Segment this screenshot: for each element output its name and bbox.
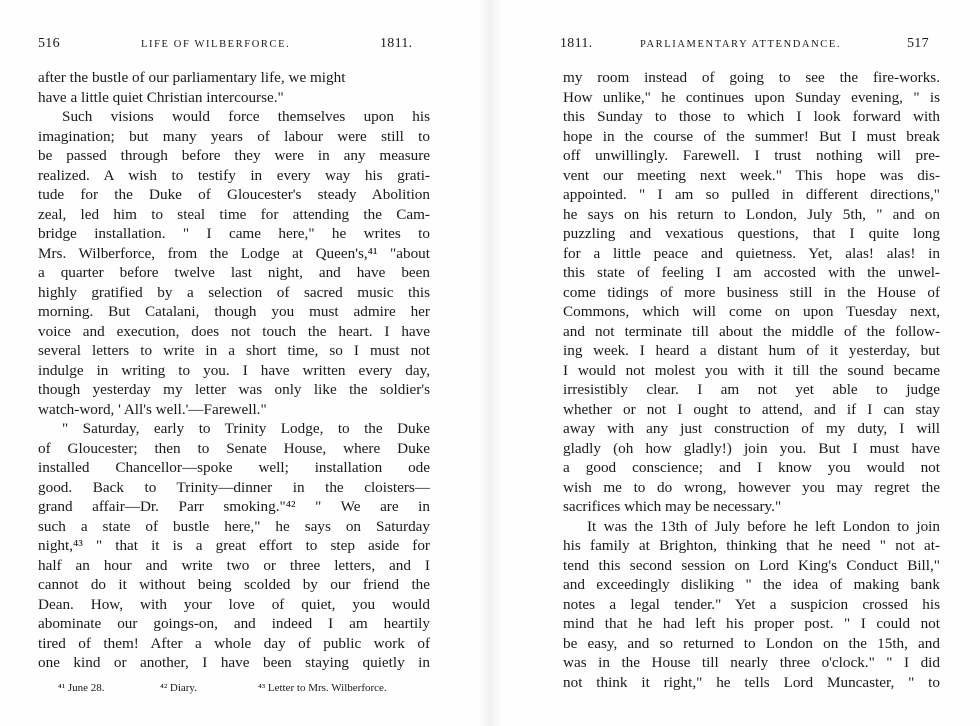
- footnote: ⁴³ Letter to Mrs. Wilberforce.: [258, 682, 387, 694]
- text-line: " Saturday, early to Trinity Lodge, to the Duke: [62, 420, 430, 437]
- text-line: not think it right," he tells Lord Muncaster, " to: [563, 673, 940, 691]
- text-line: gladly (oh how gladly!) join you. But I must have: [563, 439, 940, 457]
- text-line: morning. But Catalani, though you must admire her: [38, 303, 430, 320]
- text-line: tend this second session on Lord King's Conduct Bill,": [563, 556, 940, 574]
- right-year: 1811.: [560, 36, 593, 51]
- text-line: bridge installation. " I came here," he writes to: [38, 225, 430, 242]
- left-running-head: LIFE OF WILBERFORCE.: [141, 39, 291, 50]
- text-line: one kind or another, I have been staying quietly in: [38, 654, 430, 671]
- text-line: Dean. How, with your love of quiet, you would: [38, 595, 430, 613]
- text-line: ing week. I heard a distant hum of it yesterday, but: [563, 342, 940, 359]
- text-line: half an hour and write two or three letters, and I: [38, 556, 430, 574]
- text-line: tired of them! After a whole day of public work of: [38, 634, 430, 652]
- text-line: notes a legal tender." Yet a suspicion crossed his: [563, 595, 940, 613]
- left-page-number: 516: [38, 36, 60, 51]
- text-line: realized. A wish to testify in every way his grati-: [38, 166, 430, 184]
- text-line: How unlike," he continues upon Sunday evening, " is: [563, 88, 940, 106]
- text-line: of Gloucester; then to Senate House, where Duke: [38, 439, 430, 457]
- text-line: and not terminate till about the middle of the follow-: [563, 322, 940, 340]
- text-line: night,⁴³ " that it is a great effort to step aside for: [38, 537, 430, 554]
- text-line: sacrifices which may be necessary.": [563, 498, 782, 515]
- text-line: a good conscience; and I know you would not: [563, 459, 940, 476]
- text-line: whether or not I ought to attend, and if I can stay: [563, 400, 940, 418]
- right-page-header: [560, 36, 932, 56]
- right-body-text: [563, 68, 940, 692]
- text-line: good. Back to Trinity—dinner in the cloisters—: [38, 478, 430, 496]
- text-line: this state of feeling I am accosted with the unwel-: [563, 264, 940, 281]
- text-line: this Sunday to those to which I look forward with: [563, 108, 940, 125]
- left-page-header: [38, 36, 428, 56]
- right-running-head: PARLIAMENTARY ATTENDANCE.: [640, 39, 842, 50]
- text-line: installed Chancellor—spoke well; installation ode: [38, 459, 430, 476]
- text-line: he says on his return to London, July 5th, " and on: [563, 205, 940, 223]
- text-line: off unwillingly. Farewell. I trust nothing will pre-: [563, 147, 940, 164]
- text-line: grand affair—Dr. Parr smoking."⁴² " We are in: [38, 498, 430, 515]
- text-line: his family at Brighton, thinking that he need " not at-: [563, 537, 940, 554]
- text-line: come tidings of more business still in the House of: [563, 283, 940, 301]
- text-line: highly gratified by a selection of sacred music this: [38, 283, 430, 301]
- footnote: ⁴¹ June 28.: [58, 682, 105, 694]
- text-line: mind that he had left his proper post. " I could not: [563, 615, 940, 632]
- text-line: was in the House till nearly three o'clock." " I did: [563, 654, 940, 671]
- text-line: I would not molest you with it till the sound became: [563, 361, 940, 379]
- text-line: and exceedingly disliking " the idea of making bank: [563, 576, 940, 593]
- text-line: imagination; but many years of labour were still to: [38, 127, 430, 145]
- text-line: be easy, and so returned to London on the 15th, and: [563, 634, 940, 652]
- text-line: appointed. " I am so pulled in different directions,": [563, 186, 940, 203]
- text-line: vent our meeting next week." This hope was dis-: [563, 166, 940, 184]
- text-line: puzzling and vexatious questions, that I quite long: [563, 225, 940, 242]
- text-line: zeal, led him to steal time for attending the Cam-: [38, 205, 430, 223]
- text-line: irresistibly clear. I am not yet able to judge: [563, 381, 940, 398]
- text-line: abominate our goings-on, and indeed I am heartily: [38, 615, 430, 632]
- text-line: voice and execution, does not touch the heart. I have: [38, 322, 430, 340]
- text-line: my room instead of going to see the fire-works.: [563, 69, 940, 86]
- text-line: have a little quiet Christian intercourse.": [38, 88, 284, 106]
- footnote: ⁴² Diary.: [160, 682, 197, 694]
- text-line: tude for the Duke of Gloucester's steady Abolition: [38, 186, 430, 203]
- left-footnotes: [58, 682, 438, 698]
- text-line: for a little peace and quietness. Yet, alas! alas! in: [563, 244, 940, 262]
- right-page-number: 517: [907, 36, 929, 51]
- text-line: Mrs. Wilberforce, from the Lodge at Queen's,⁴¹ "about: [38, 244, 430, 262]
- text-line: Such visions would force themselves upon his: [62, 108, 430, 125]
- right-page: [490, 0, 980, 726]
- left-body-text: [38, 68, 430, 673]
- text-line: such a state of bustle here," he says on Saturday: [38, 517, 430, 535]
- left-year: 1811.: [380, 36, 413, 51]
- text-line: wish me to do wrong, however you may regret the: [563, 478, 940, 496]
- text-line: It was the 13th of July before he left London to join: [587, 517, 940, 535]
- text-line: hope in the course of the summer! But I must break: [563, 127, 940, 145]
- text-line: a quarter before twelve last night, and have been: [38, 264, 430, 281]
- text-line: away with any just construction of my duty, I will: [563, 420, 940, 437]
- text-line: watch-word, ' All's well.'—Farewell.": [38, 400, 267, 418]
- text-line: several letters to write in a short time, so I must not: [38, 342, 430, 359]
- text-line: Commons, which will come on upon Tuesday next,: [563, 303, 940, 320]
- text-line: be passed through before they were in any measure: [38, 147, 430, 164]
- text-line: indulge in writing to you. I have written every day,: [38, 361, 430, 379]
- text-line: though yesterday my letter was only like the soldier's: [38, 381, 430, 398]
- text-line: cannot do it without being scolded by our friend the: [38, 576, 430, 593]
- text-line: after the bustle of our parliamentary life, we might: [38, 69, 346, 86]
